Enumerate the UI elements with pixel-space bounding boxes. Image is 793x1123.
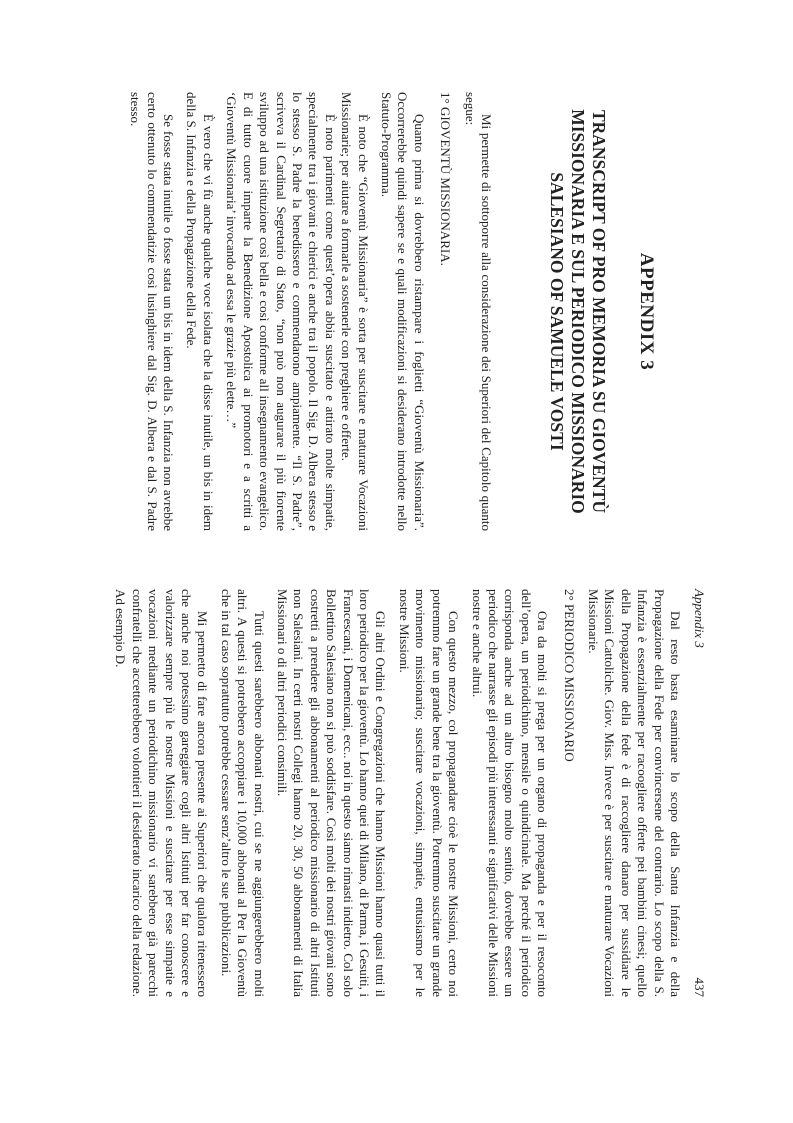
appendix-label: APPENDIX 3: [636, 252, 657, 371]
paragraph: Dal resto basta esaminare lo scopo della Santa Infanzia e della Propagazione della Fede per convincersene del contrario. Lo scopo della S. Infanzia è essenzialmente per racoogliere offerte pei bambini cinesi; quello della Propagazione della fede è di raccogliere danaro per sussidiare le Missioni Cattoliche. Giov. Miss. Invece è per suscitare e maturare Vocazioni Missionarie.: [585, 589, 683, 997]
paragraph: È vero che vi fù anche qualche voce isolata che la disse inutile, un bis in idem della S. Infanzia e della Propagazione della Fede.: [184, 92, 216, 531]
paragraph: Mi permetto di fare ancora presente ai Superiori che qualora ritenessero che anche noi potessimo gareggiare cogli altri Istituti per far conoscere e valorizzare sempre più le nostre Missioni e suscitare per esse simpatie e vocazioni mediante un periodichino missionario vi sarebbero già parecchi confratelli che accetterebbero volontieri il desiderato incarico della redazione. Ad esempio D.: [113, 589, 211, 997]
document-title: TRANSCRIPT OF PRO MEMORIA SU GIOVENTÙ MISSIONARIA E SUL PERIODICO MISSIONARIO SALESIANO OF SAMUELE VOSTI: [547, 109, 609, 514]
running-head: [689, 589, 707, 997]
paragraph: Con questo mezzo, col propagandare cioè le nostre Missioni, certo noi potremmo fare un grande bene tra la gioventù. Potremmo suscitare un grande movimento missionario; suscitare vocazioni, simpatie, entusiasmo per le nostre Missioni.: [396, 589, 462, 997]
paragraph: Tutti questi sarebbero abbonati nostri, cui se ne aggiungerebbero molti altri. A questi si potrebbero accoppiare i 10,000 abbonati al Per la Gioventù che in tal caso soprattutto potrebbe cessare senz’altro le sue pubblicazioni.: [218, 589, 267, 997]
paragraph: Quanto prima si dovrebbero ristampare i foglietti “Gioventù Missionaria”. Occorrerebbe quindi sapere se e quali modificazioni si desiderano introdotte nello Statuto-Programma.: [378, 92, 427, 531]
paragraph: Se fosse stata inutile o fosse stata un bis in idem della S. Infanzia non avrebbe certo ottenuto lo commendatizie così lusinghiere dal Sig. D. Albera e dal S. Padre stesso.: [128, 92, 177, 531]
paragraph: È noto parimenti come quest’opera abbia suscitato e attirato molte simpatie, specialmente tra i giovani e chierici e anche tra il popolo. Il Sig. D. Albera stesso e lo stesso S. Padre la benedissero e commendarono ampiamente. “Il S. Padre”, scriveva il Cardinal Segretario di Stato, “non può non augurare il più fiorente sviluppo ad una istituzione così bella e così conforme all insegnamento evangelico. E di tutto cuore imparte la Benedizione Apostolica ai promotori e a scritti a ‘Gioventù Missionaria’ invocando ad essa le grazie più elette…”: [224, 92, 338, 531]
paragraph: È noto che “Gioventù Missionaria” è sorta per suscitare e maturare Vocazioni Missionarie; per aiutare a formarle a sostenerle con preghiere e offerte.: [339, 92, 371, 531]
page-number: 437: [692, 977, 707, 997]
paragraph: Gli altri Ordini e Congregazioni che hanno Missioni hanno quasi tutti il loro periodico per la gioventù. Lo hanno quei di Milano, di Parma, i Gesuiti, i Francescani, i Domenicani, ecc.. noi in questo siamo rimasti indietro. Col solo Bollettino Salesiano non si può soddisfare. Così molti dei nostri giovani sono costretti a prendere gli abbonamenti al periodico missionario di altri Istituti non Salesiani. In certi nostri Collegi hanno 20, 30, 50 abbonamenti di Italia Missionari o di altri periodici consimili.: [275, 589, 389, 997]
intro-paragraph: Mi permette di sottoporre alla considerazione dei Superiori del Capitolo quanto segue:: [462, 92, 494, 531]
section-heading-periodico: 2° PERIODICO MISSIONARIO: [561, 589, 577, 762]
section-heading-gioventu: 1° GIOVENTÙ MISSIONARIA.: [438, 92, 454, 266]
paragraph: Ora da molti si prega per un organo di propaganda e per il resoconto dell’opera, un periodichino, mensile o quindicinale. Ma perché il periodico corrisponda anche ad un altro bisogno molto sentito, dovrebbe essere un periodico che narrasse gli episodi più interessanti e significativi delle Missioni nostre e anche altrui.: [469, 589, 551, 997]
running-head-title: Appendix 3: [692, 589, 707, 648]
right-page: [0, 561, 793, 1123]
left-page: [0, 0, 793, 561]
